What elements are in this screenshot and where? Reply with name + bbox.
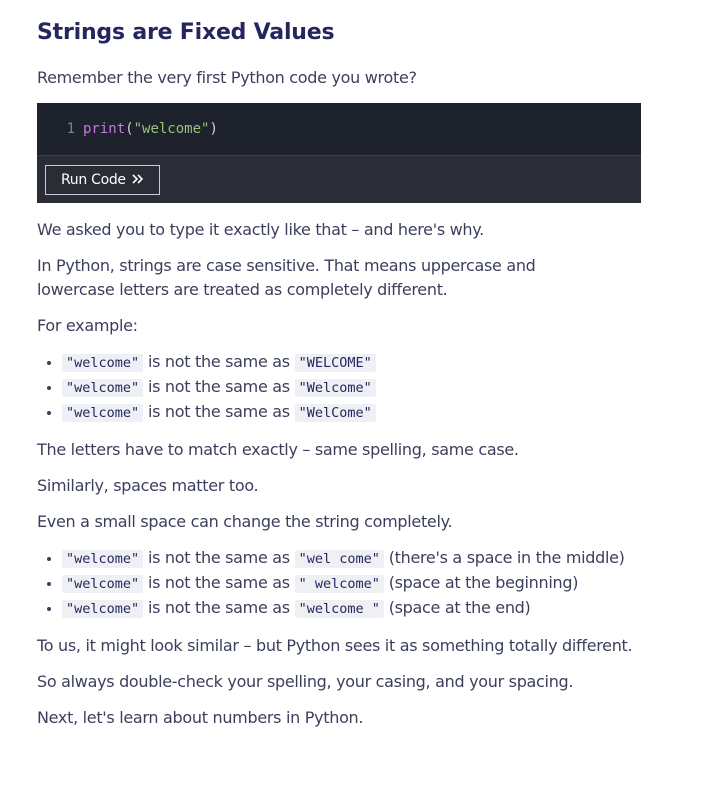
paragraph-3: For example: [37,316,138,335]
paragraph-5: Similarly, spaces matter too. [37,476,259,495]
code-inline: "wel come" [295,550,384,568]
list-item: "welcome" is not the same as " welcome" (space at the beginning) [37,571,625,596]
code-inline: "welcome" [62,404,143,422]
intro-paragraph: Remember the very first Python code you wrote? [37,68,417,87]
run-code-label: Run Code [61,171,126,188]
run-code-button[interactable] [45,165,160,195]
paragraph-4: The letters have to match exactly – same spelling, same case. [37,440,519,459]
list-item: "welcome" is not the same as "WELCOME" [37,350,376,375]
code-inline: "welcome" [62,550,143,568]
code-string: "welcome" [133,121,210,137]
code-inline: "welcome" [62,575,143,593]
code-block [37,103,641,203]
code-inline: "WELCOME" [295,354,376,372]
list-item: "welcome" is not the same as "Welcome" [37,375,376,400]
code-paren-open: ( [125,121,134,137]
paragraph-8: So always double-check your spelling, your casing, and your spacing. [37,672,574,691]
paragraph-6: Even a small space can change the string completely. [37,512,453,531]
code-footer [37,155,641,203]
paragraph-7: To us, it might look similar – but Python sees it as something totally different. [37,636,633,655]
code-editor[interactable] [37,103,641,155]
line-number: 1 [66,121,75,137]
code-inline: "welcome" [62,354,143,372]
code-inline: "welcome" [62,600,143,618]
code-inline: " welcome" [295,575,384,593]
case-examples-list [37,350,376,425]
list-item: "welcome" is not the same as "wel come" (there's a space in the middle) [37,546,625,571]
space-examples-list [37,546,625,621]
list-item: "welcome" is not the same as "welcome " (space at the end) [37,596,625,621]
paragraph-9: Next, let's learn about numbers in Python. [37,708,364,727]
code-paren-close: ) [209,121,218,137]
list-item: "welcome" is not the same as "WelCome" [37,400,376,425]
code-inline: "welcome " [295,600,384,618]
chevron-double-right-icon [132,172,144,188]
code-inline: "WelCome" [295,404,376,422]
paragraph-1: We asked you to type it exactly like that – and here's why. [37,220,484,239]
code-inline: "welcome" [62,379,143,397]
page-title: Strings are Fixed Values [37,20,335,45]
code-keyword: print [83,121,126,137]
code-inline: "Welcome" [295,379,376,397]
paragraph-2: In Python, strings are case sensitive. That means uppercase and lowercase letters are treated as completely different. [37,256,536,299]
